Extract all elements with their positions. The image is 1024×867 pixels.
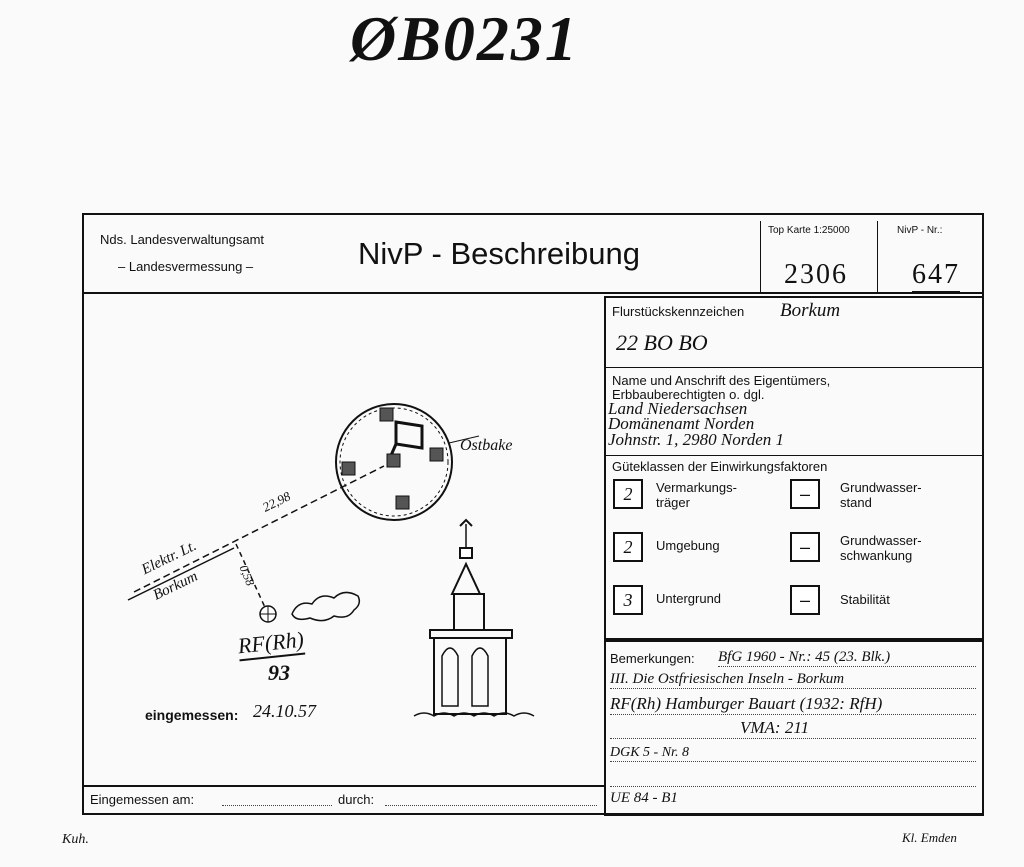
archive-number: ØB0231 <box>350 3 579 74</box>
owner-line2: Domänenamt Norden <box>608 414 755 433</box>
header-separator <box>82 292 982 294</box>
guete-grundwasserstand-box: – <box>790 479 820 509</box>
guete-vermarkung-label2: träger <box>656 495 690 510</box>
church-tower <box>414 520 534 716</box>
remarks-line-blank <box>610 786 976 787</box>
guete-untergrund-label: Untergrund <box>656 591 722 606</box>
eingemessen-date: 24.10.57 <box>253 701 316 721</box>
footer-durch-label: durch: <box>338 792 375 807</box>
ostbake-label: Ostbake <box>460 437 513 454</box>
remarks-line2: III. Die Ostfriesischen Inseln - Borkum <box>610 671 976 689</box>
shrub <box>292 592 359 620</box>
rf-label: RF(Rh) <box>237 627 306 662</box>
topkarte-label: Top Karte 1:25000 <box>768 225 850 236</box>
owner-label2: Erbbauberechtigten o. dgl. <box>612 387 765 402</box>
owner-line3: Johnstr. 1, 2980 Norden 1 <box>608 430 784 449</box>
nivp-value: 647 <box>912 259 960 294</box>
guete-umgebung-box: 2 <box>613 532 643 562</box>
eingemessen-label: eingemessen: <box>145 707 239 723</box>
rf-marker <box>260 606 276 622</box>
corner-note-right: Kl. Emden <box>902 830 957 845</box>
rf-number: 93 <box>268 660 290 685</box>
ostbake-circle <box>336 404 479 520</box>
guete-grundwasserschwankung-label2: schwankung <box>840 548 913 563</box>
guete-grundwasserschwankung-box: – <box>790 532 820 562</box>
remarks-line4: VMA: 211 <box>610 718 976 739</box>
guete-vermarkung-box: 2 <box>613 479 643 509</box>
footer-eingemessen-dots <box>222 805 332 806</box>
footer-eingemessen-label: Eingemessen am: <box>90 792 195 807</box>
remarks-line3: RF(Rh) Hamburger Bauart (1932: RfH) <box>610 694 976 715</box>
guete-umgebung-label: Umgebung <box>656 538 720 553</box>
page-title: NivP - Beschreibung <box>358 236 641 271</box>
borkum-label: Borkum <box>150 568 201 604</box>
remarks-line5: DGK 5 - Nr. 8 <box>610 745 976 762</box>
guete-grundwasserstand-label2: stand <box>840 495 872 510</box>
remarks-label: Bemerkungen: <box>610 651 695 666</box>
guete-vermarkung-label1: Vermarkungs- <box>656 480 737 495</box>
dist-rf-label: 0,58 <box>236 562 258 588</box>
remarks-line6: UE 84 - B1 <box>610 790 678 806</box>
guete-title: Güteklassen der Einwirkungsfaktoren <box>612 459 828 474</box>
owner-line1: Land Niedersachsen <box>608 399 748 418</box>
footer-durch-dots <box>385 805 597 806</box>
info-divider-2 <box>604 455 982 456</box>
topkarte-value: 2306 <box>784 259 848 290</box>
nivp-label: NivP - Nr.: <box>897 225 943 236</box>
powerline-label: Elektr. Lt. <box>139 537 200 579</box>
info-divider-1 <box>604 367 982 368</box>
flurstueck-label: Flurstückskennzeichen <box>612 304 745 319</box>
flurstueck-value: 22 BO BO <box>616 330 708 355</box>
guete-stabilitaet-label: Stabilität <box>840 592 890 607</box>
dist-ostbake-label: 22,98 <box>259 488 293 515</box>
corner-note-left: Kuh. <box>62 832 89 847</box>
owner-label1: Name und Anschrift des Eigentümers, <box>612 373 831 388</box>
footer-separator <box>82 785 604 787</box>
guete-grundwasserstand-label1: Grundwasser- <box>840 480 922 495</box>
guete-grundwasserschwankung-label1: Grundwasser- <box>840 533 922 548</box>
org-line1: Nds. Landesverwaltungsamt <box>100 232 265 247</box>
org-line2: – Landesvermessung – <box>118 259 254 274</box>
guete-untergrund-box: 3 <box>613 585 643 615</box>
flurstueck-place: Borkum <box>780 300 841 321</box>
guete-stabilitaet-box: – <box>790 585 820 615</box>
remarks-line1: BfG 1960 - Nr.: 45 (23. Blk.) <box>718 649 976 667</box>
